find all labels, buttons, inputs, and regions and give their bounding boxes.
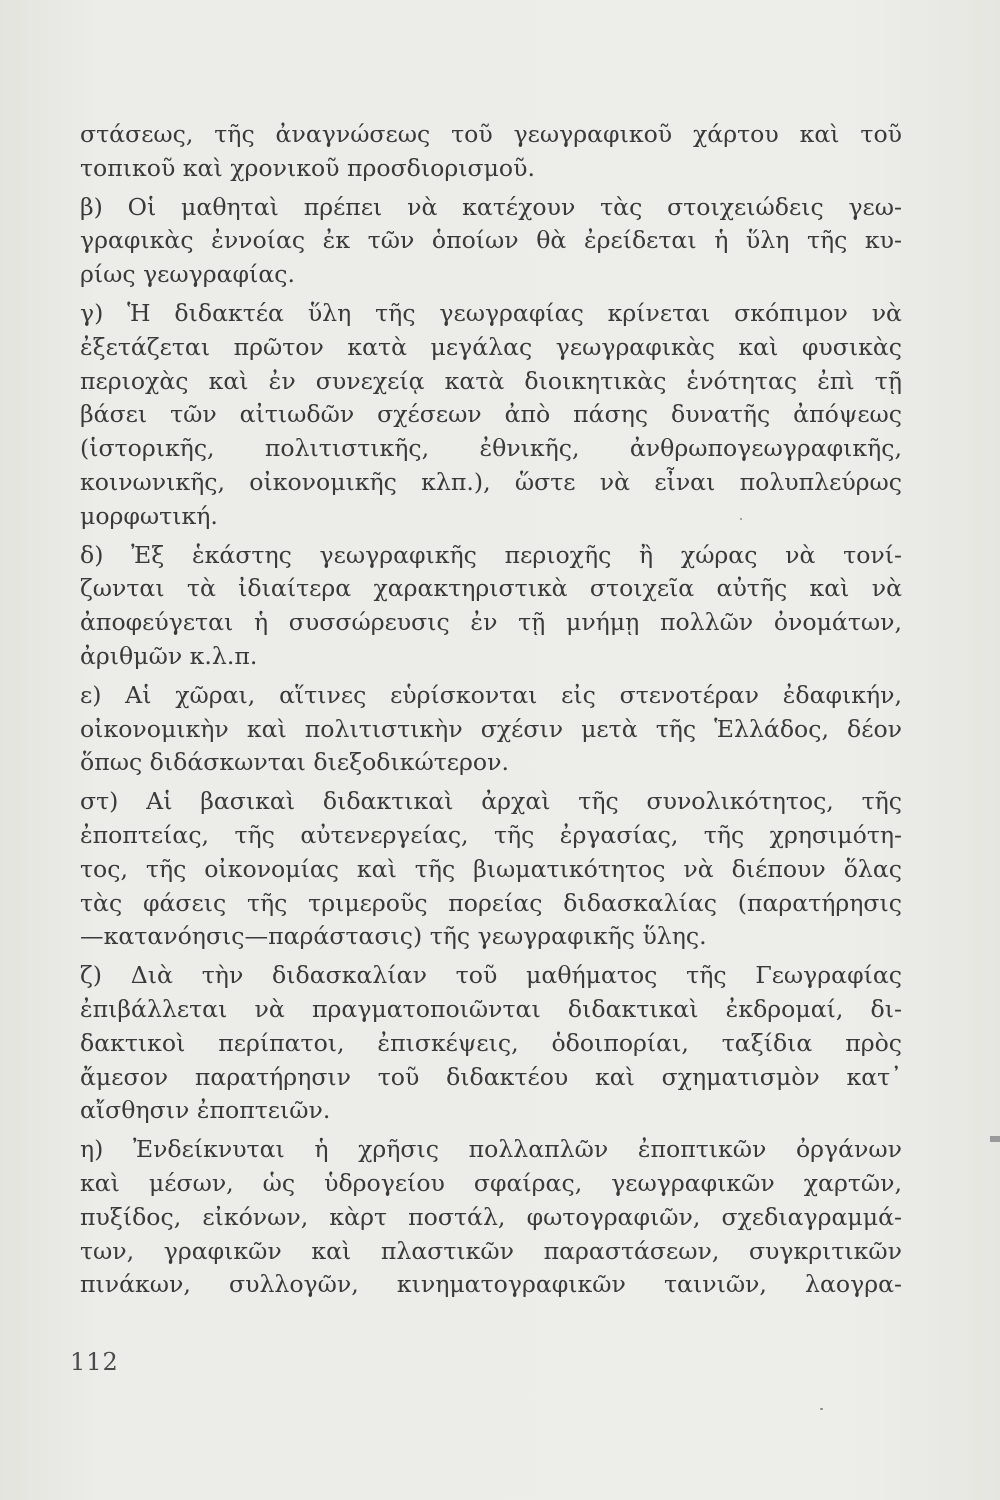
text-line: βάσει τῶν αἰτιωδῶν σχέσεων ἀπὸ πάσης δυνατῆς ἀπόψεως [80, 400, 902, 429]
text-line: μορφωτική. [80, 501, 218, 530]
text-line: (ἱστορικῆς, πολιτιστικῆς, ἐθνικῆς, ἀνθρωπογεωγραφικῆς, [80, 434, 902, 463]
text-line: στάσεως, τῆς ἀναγνώσεως τοῦ γεωγραφικοῦ χάρτου καὶ τοῦ [80, 120, 902, 148]
text-line: ὅπως διδάσκωνται διεξοδικώτερον. [80, 748, 509, 777]
text-line: γραφικὰς ἐννοίας ἐκ τῶν ὁποίων θὰ ἐρείδεται ἡ ὕλη τῆς κυ- [80, 226, 902, 255]
paragraph [80, 679, 902, 780]
body-text [80, 118, 902, 1302]
scan-speck [740, 518, 742, 520]
text-line: ε) Αἱ χῶραι, αἵτινες εὑρίσκονται εἰς στενοτέραν ἐδαφικήν, [80, 680, 902, 709]
paragraph [80, 191, 902, 292]
text-line: των, γραφικῶν καὶ πλαστικῶν παραστάσεων, συγκριτικῶν [80, 1236, 902, 1265]
text-line: ἄμεσον παρατήρησιν τοῦ διδακτέου καὶ σχηματισμὸν κατ᾽ [80, 1062, 902, 1091]
text-line: τὰς φάσεις τῆς τριμεροῦς πορείας διδασκαλίας (παρατήρησις [80, 888, 902, 917]
text-line: καὶ μέσων, ὡς ὑδρογείου σφαίρας, γεωγραφικῶν χαρτῶν, [80, 1168, 902, 1197]
text-line: η) Ἐνδείκνυται ἡ χρῆσις πολλαπλῶν ἐποπτικῶν ὀργάνων [80, 1135, 902, 1164]
text-line: β) Οἱ μαθηταὶ πρέπει νὰ κατέχουν τὰς στοιχειώδεις γεω- [80, 192, 902, 221]
text-line: τος, τῆς οἰκονομίας καὶ τῆς βιωματικότητος νὰ διέπουν ὅλας [80, 854, 902, 883]
page-number: 112 [70, 1348, 119, 1376]
text-line: δ) Ἐξ ἑκάστης γεωγραφικῆς περιοχῆς ἢ χώρας νὰ τονί- [80, 540, 902, 569]
paragraph [80, 297, 902, 534]
text-line: πυξίδος, εἰκόνων, κὰρτ ποστάλ, φωτογραφιῶν, σχεδιαγραμμά- [80, 1202, 902, 1231]
text-line: ἐπιβάλλεται νὰ πραγματοποιῶνται διδακτικαὶ ἐκδρομαί, δι- [80, 994, 902, 1023]
paragraph [80, 959, 902, 1128]
paragraph [80, 785, 902, 954]
paragraph [80, 539, 902, 674]
text-line: ρίως γεωγραφίας. [80, 260, 295, 289]
text-line: ἐποπτείας, τῆς αὐτενεργείας, τῆς ἐργασίας, τῆς χρησιμότη- [80, 820, 902, 849]
page-edge-mark [990, 1136, 1000, 1142]
text-line: περιοχὰς καὶ ἐν συνεχείᾳ κατὰ διοικητικὰς ἑνότητας ἐπὶ τῇ [80, 366, 902, 395]
text-line: οἰκονομικὴν καὶ πολιτιστικὴν σχέσιν μετὰ τῆς Ἑλλάδος, δέον [80, 714, 902, 743]
text-line: ἀριθμῶν κ.λ.π. [80, 641, 258, 670]
text-line: ἐξετάζεται πρῶτον κατὰ μεγάλας γεωγραφικὰς καὶ φυσικὰς [80, 332, 902, 361]
scan-speck [820, 1408, 823, 1410]
text-line: γ) Ἡ διδακτέα ὕλη τῆς γεωγραφίας κρίνεται σκόπιμον νὰ [80, 298, 902, 327]
paragraph [80, 1133, 902, 1302]
text-line: —κατανόησις—παράστασις) τῆς γεωγραφικῆς ὕλης. [80, 922, 707, 951]
text-line: δακτικοὶ περίπατοι, ἐπισκέψεις, ὁδοιπορίαι, ταξίδια πρὸς [80, 1028, 902, 1057]
text-line: πινάκων, συλλογῶν, κινηματογραφικῶν ταινιῶν, λαογρα- [80, 1270, 902, 1299]
paragraph [80, 118, 902, 186]
text-line: αἴσθησιν ἐποπτειῶν. [80, 1096, 331, 1125]
text-line: τοπικοῦ καὶ χρονικοῦ προσδιορισμοῦ. [80, 153, 535, 182]
text-line: ζωνται τὰ ἰδιαίτερα χαρακτηριστικὰ στοιχεῖα αὐτῆς καὶ νὰ [80, 574, 902, 603]
text-line: ζ) Διὰ τὴν διδασκαλίαν τοῦ μαθήματος τῆς Γεωγραφίας [80, 961, 902, 990]
text-line: κοινωνικῆς, οἰκονομικῆς κλπ.), ὥστε νὰ εἶναι πολυπλεύρως [80, 467, 902, 496]
text-line: ἀποφεύγεται ἡ συσσώρευσις ἐν τῇ μνήμῃ πολλῶν ὀνομάτων, [80, 608, 902, 637]
text-line: στ) Αἱ βασικαὶ διδακτικαὶ ἀρχαὶ τῆς συνολικότητος, τῆς [80, 787, 902, 816]
